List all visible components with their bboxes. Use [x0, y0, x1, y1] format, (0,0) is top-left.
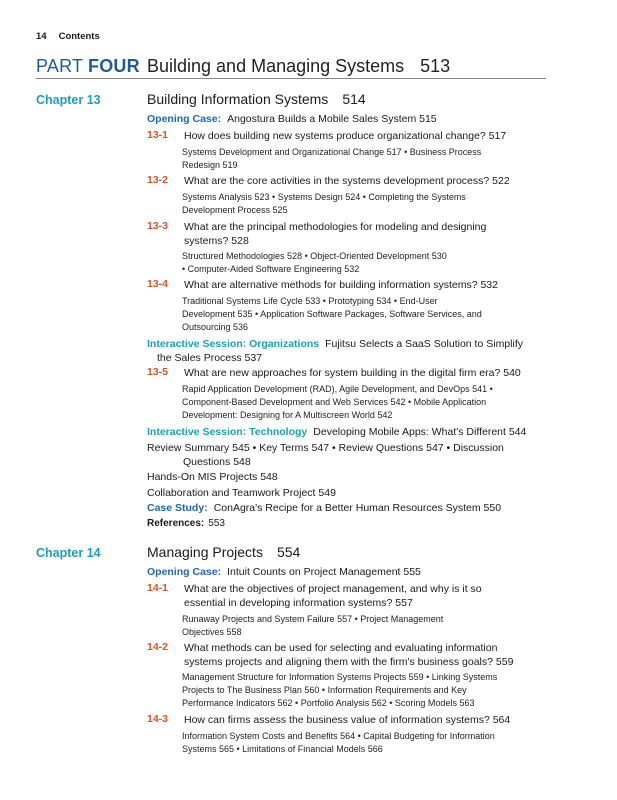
case-study-label: Case Study:: [147, 502, 208, 514]
section-question: [184, 641, 513, 669]
part-number: FOUR: [88, 56, 140, 76]
topic-line: Component-Based Development and Web Services 542 • Mobile Application: [182, 397, 487, 407]
section-13-2: [147, 174, 547, 188]
section-number: 13-4: [147, 278, 169, 290]
section-14-3-topics: [182, 730, 495, 756]
question-line: essential in developing information systems? 557: [184, 597, 413, 609]
topic-line: Projects to The Business Plan 560 • Information Requirements and Key: [182, 685, 467, 695]
section-number: 14-1: [147, 582, 169, 594]
section-13-1-topics: [182, 146, 481, 172]
interactive-session-label: Interactive Session: Organizations: [147, 338, 320, 350]
section-13-5-topics: [182, 383, 493, 422]
ch13-references: [147, 518, 225, 529]
chapter-13-label: Chapter 13: [36, 93, 101, 107]
references-label: References:: [147, 518, 205, 529]
section-number: 14-3: [147, 713, 169, 725]
section-13-4: [147, 278, 547, 292]
section-14-2: [147, 641, 547, 669]
ch14-opening-case: [147, 566, 421, 578]
chapter-14-page: 554: [276, 544, 301, 560]
section-question: What are alternative methods for building information systems? 532: [184, 279, 498, 291]
section-13-4-topics: [182, 295, 482, 334]
opening-case-text: Intuit Counts on Project Management 555: [227, 566, 421, 578]
interactive-session-text: the Sales Process 537: [157, 352, 263, 364]
section-number: 13-1: [147, 129, 169, 141]
topic-line: • Computer-Aided Software Engineering 532: [182, 264, 360, 274]
interactive-session-text: Developing Mobile Apps: What's Different 544: [313, 426, 527, 438]
section-question: [184, 582, 482, 610]
section-number: 13-5: [147, 366, 169, 378]
section-13-3-topics: [182, 250, 447, 276]
opening-case-text: Angostura Builds a Mobile Sales System 515: [227, 113, 437, 125]
page-number: 14: [36, 31, 47, 42]
topic-line: Information System Costs and Benefits 564 • Capital Budgeting for Information: [182, 731, 495, 741]
section-number: 14-2: [147, 641, 169, 653]
chapter-13-page: 514: [342, 91, 366, 107]
section-question: What are the core activities in the systems development process? 522: [184, 175, 510, 187]
topic-line: Development: Designing for A Multiscreen World 542: [182, 410, 393, 420]
part-divider: [36, 78, 546, 79]
topic-line: Systems 565 • Limitations of Financial Models 566: [182, 744, 383, 754]
review-line: Review Summary 545 • Key Terms 547 • Review Questions 547 • Discussion: [147, 442, 504, 454]
section-question: What are new approaches for system building in the digital firm era? 540: [184, 367, 521, 379]
section-14-1: [147, 582, 547, 610]
topic-line: Structured Methodologies 528 • Object-Oriented Development 530: [182, 251, 447, 261]
part-title-text: Building and Managing Systems: [147, 56, 405, 76]
chapter-14-title-text: Managing Projects: [147, 544, 263, 560]
ch13-case-study: [147, 502, 501, 514]
topic-line: Objectives 558: [182, 627, 242, 637]
part-word: PART: [36, 56, 83, 76]
part-title: [147, 56, 450, 77]
question-line: What are the objectives of project management, and why is it so: [184, 583, 482, 595]
section-13-5: [147, 366, 557, 380]
interactive-session-text: Fujitsu Selects a SaaS Solution to Simplify: [325, 338, 523, 350]
question-line: systems? 528: [184, 235, 249, 247]
review-summary: [147, 441, 504, 469]
interactive-session-label: Interactive Session: Technology: [147, 426, 308, 438]
collaboration-project: Collaboration and Teamwork Project 549: [147, 487, 336, 499]
interactive-session-technology: [147, 425, 526, 439]
case-study-text: ConAgra's Recipe for a Better Human Resources System 550: [213, 502, 502, 514]
running-head-title: Contents: [58, 31, 100, 42]
topic-line: Development Process 525: [182, 205, 288, 215]
topic-line: Systems Analysis 523 • Systems Design 524 • Completing the Systems: [182, 192, 466, 202]
interactive-session-organizations: [147, 337, 523, 365]
topic-line: Traditional Systems Life Cycle 533 • Prototyping 534 • End-User: [182, 296, 438, 306]
section-13-1: [147, 129, 547, 143]
section-question: [184, 220, 486, 248]
section-13-2-topics: [182, 191, 466, 217]
chapter-13-title: [147, 91, 366, 107]
section-13-3: [147, 220, 547, 248]
topic-line: Management Structure for Information Systems Projects 559 • Linking Systems: [182, 672, 498, 682]
section-question: How does building new systems produce organizational change? 517: [184, 130, 507, 142]
opening-case-label: Opening Case:: [147, 113, 222, 125]
section-number: 13-2: [147, 174, 169, 186]
ch13-opening-case: [147, 113, 437, 125]
topic-line: Outsourcing 536: [182, 322, 249, 332]
question-line: What methods can be used for selecting and evaluating information: [184, 642, 498, 654]
topic-line: Redesign 519: [182, 160, 238, 170]
running-head: [36, 31, 100, 42]
opening-case-label: Opening Case:: [147, 566, 222, 578]
topic-line: Systems Development and Organizational Change 517 • Business Process: [182, 147, 482, 157]
section-14-1-topics: [182, 613, 443, 639]
section-question: How can firms assess the business value of information systems? 564: [184, 714, 511, 726]
part-label: [36, 56, 140, 77]
topic-line: Development 535 • Application Software Packages, Software Services, and: [182, 309, 482, 319]
section-14-2-topics: [182, 671, 497, 710]
question-line: What are the principal methodologies for modeling and designing: [184, 221, 487, 233]
topic-line: Runaway Projects and System Failure 557 • Project Management: [182, 614, 444, 624]
section-number: 13-3: [147, 220, 169, 232]
chapter-14-title: [147, 544, 300, 560]
topic-line: Rapid Application Development (RAD), Agile Development, and DevOps 541 •: [182, 384, 493, 394]
chapter-13-title-text: Building Information Systems: [147, 91, 329, 107]
hands-on-projects: Hands-On MIS Projects 548: [147, 471, 278, 483]
review-line: Questions 548: [183, 456, 251, 468]
topic-line: Performance Indicators 562 • Portfolio Analysis 562 • Scoring Models 563: [182, 698, 475, 708]
chapter-14-label: Chapter 14: [36, 546, 101, 560]
section-14-3: [147, 713, 547, 727]
references-page: 553: [208, 518, 225, 529]
question-line: systems projects and aligning them with the firm's business goals? 559: [184, 656, 514, 668]
part-page: 513: [420, 56, 451, 76]
